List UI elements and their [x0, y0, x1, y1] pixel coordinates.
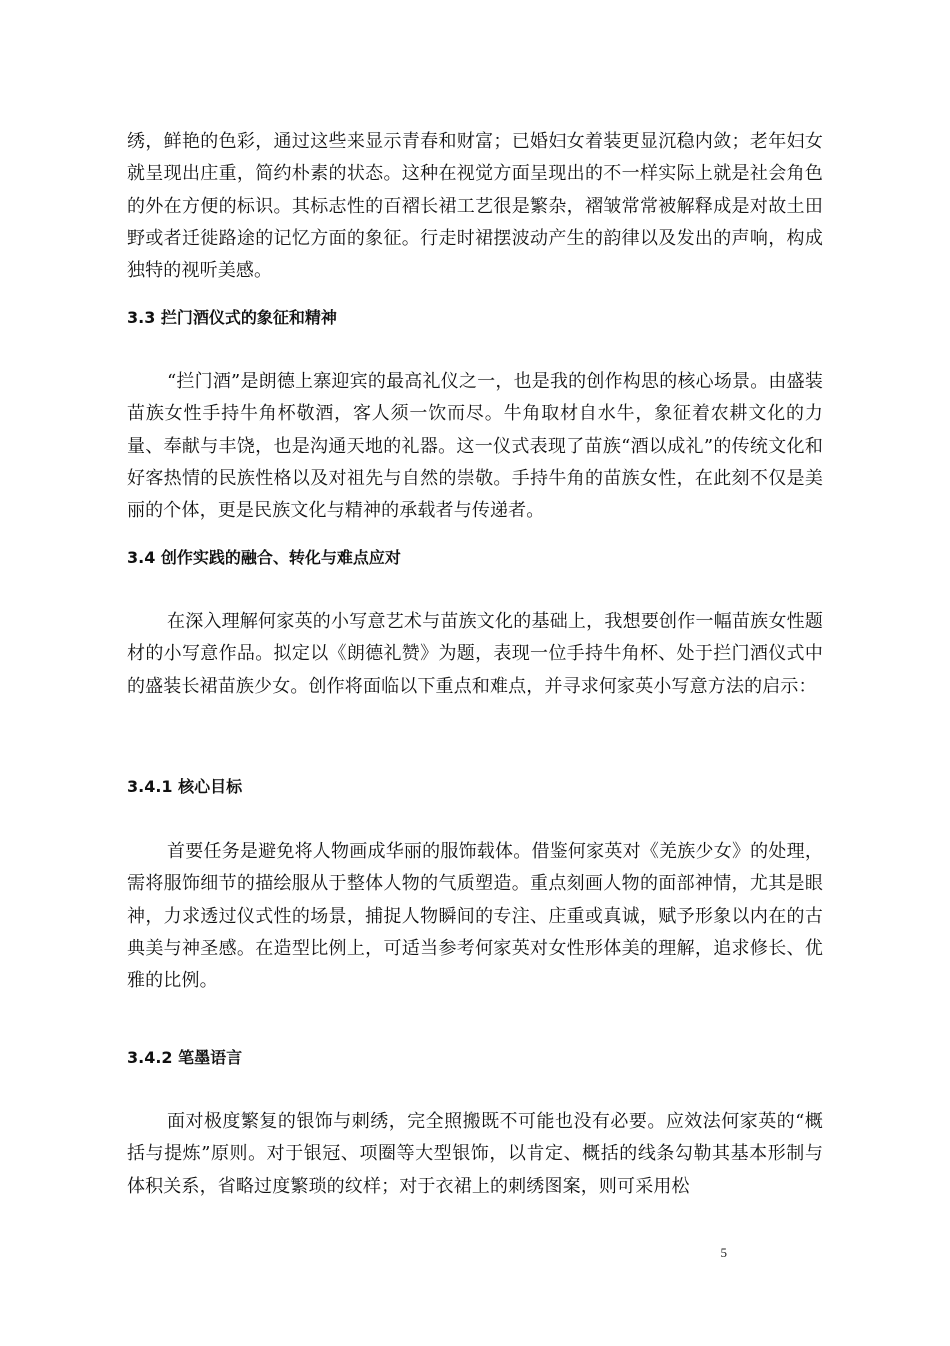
paragraph-continuation: 绣，鲜艳的色彩，通过这些来显示青春和财富；已婚妇女着装更显沉稳内敛；老年妇女就呈现出庄重，简约朴素的状态。这种在视觉方面呈现出的不一样实际上就是社会角色的外在方便的标识。其标志性的百褶长裙工艺很是繁杂，褶皱常常被解释成是对故土田野或者迁徙路途的记忆方面的象征。行走时裙摆波动产生的韵律以及发出的声响，构成独特的视听美感。: [127, 131, 823, 282]
paragraph-section-3-4-2: 面对极度繁复的银饰与刺绣，完全照搬既不可能也没有必要。应效法何家英的“概括与提炼”原则。对于银冠、项圈等大型银饰，以肯定、概括的线条勾勒其基本形制与体积关系，省略过度繁琐的纹样；对于衣裙上的刺绣图案，则可采用松: [127, 1111, 823, 1197]
paragraph-section-3-3: “拦门酒”是朗德上寨迎宾的最高礼仪之一，也是我的创作构思的核心场景。由盛装苗族女性手持牛角杯敬酒，客人须一饮而尽。牛角取材自水牛，象征着农耕文化的力量、奉献与丰饶，也是沟通天地的礼器。这一仪式表现了苗族“酒以成礼”的传统文化和好客热情的民族性格以及对祖先与自然的崇敬。手持牛角的苗族女性，在此刻不仅是美丽的个体，更是民族文化与精神的承载者与传递者。: [127, 371, 823, 522]
heading-3-3: 3.3 拦门酒仪式的象征和精神: [127, 308, 337, 327]
page-number: 5: [720, 1245, 727, 1260]
heading-3-4: 3.4 创作实践的融合、转化与难点应对: [127, 548, 401, 567]
heading-3-4-2: 3.4.2 笔墨语言: [127, 1048, 243, 1067]
paragraph-section-3-4-1: 首要任务是避免将人物画成华丽的服饰载体。借鉴何家英对《羌族少女》的处理，需将服饰细节的描绘服从于整体人物的气质塑造。重点刻画人物的面部神情，尤其是眼神，力求透过仪式性的场景，捕捉人物瞬间的专注、庄重或真诚，赋予形象以内在的古典美与神圣感。在造型比例上，可适当参考何家英对女性形体美的理解，追求修长、优雅的比例。: [127, 841, 823, 992]
paragraph-section-3-4: 在深入理解何家英的小写意艺术与苗族文化的基础上，我想要创作一幅苗族女性题材的小写意作品。拟定以《朗德礼赞》为题，表现一位手持牛角杯、处于拦门酒仪式中的盛装长裙苗族少女。创作将面临以下重点和难点，并寻求何家英小写意方法的启示：: [127, 611, 823, 697]
heading-3-4-1: 3.4.1 核心目标: [127, 777, 243, 796]
